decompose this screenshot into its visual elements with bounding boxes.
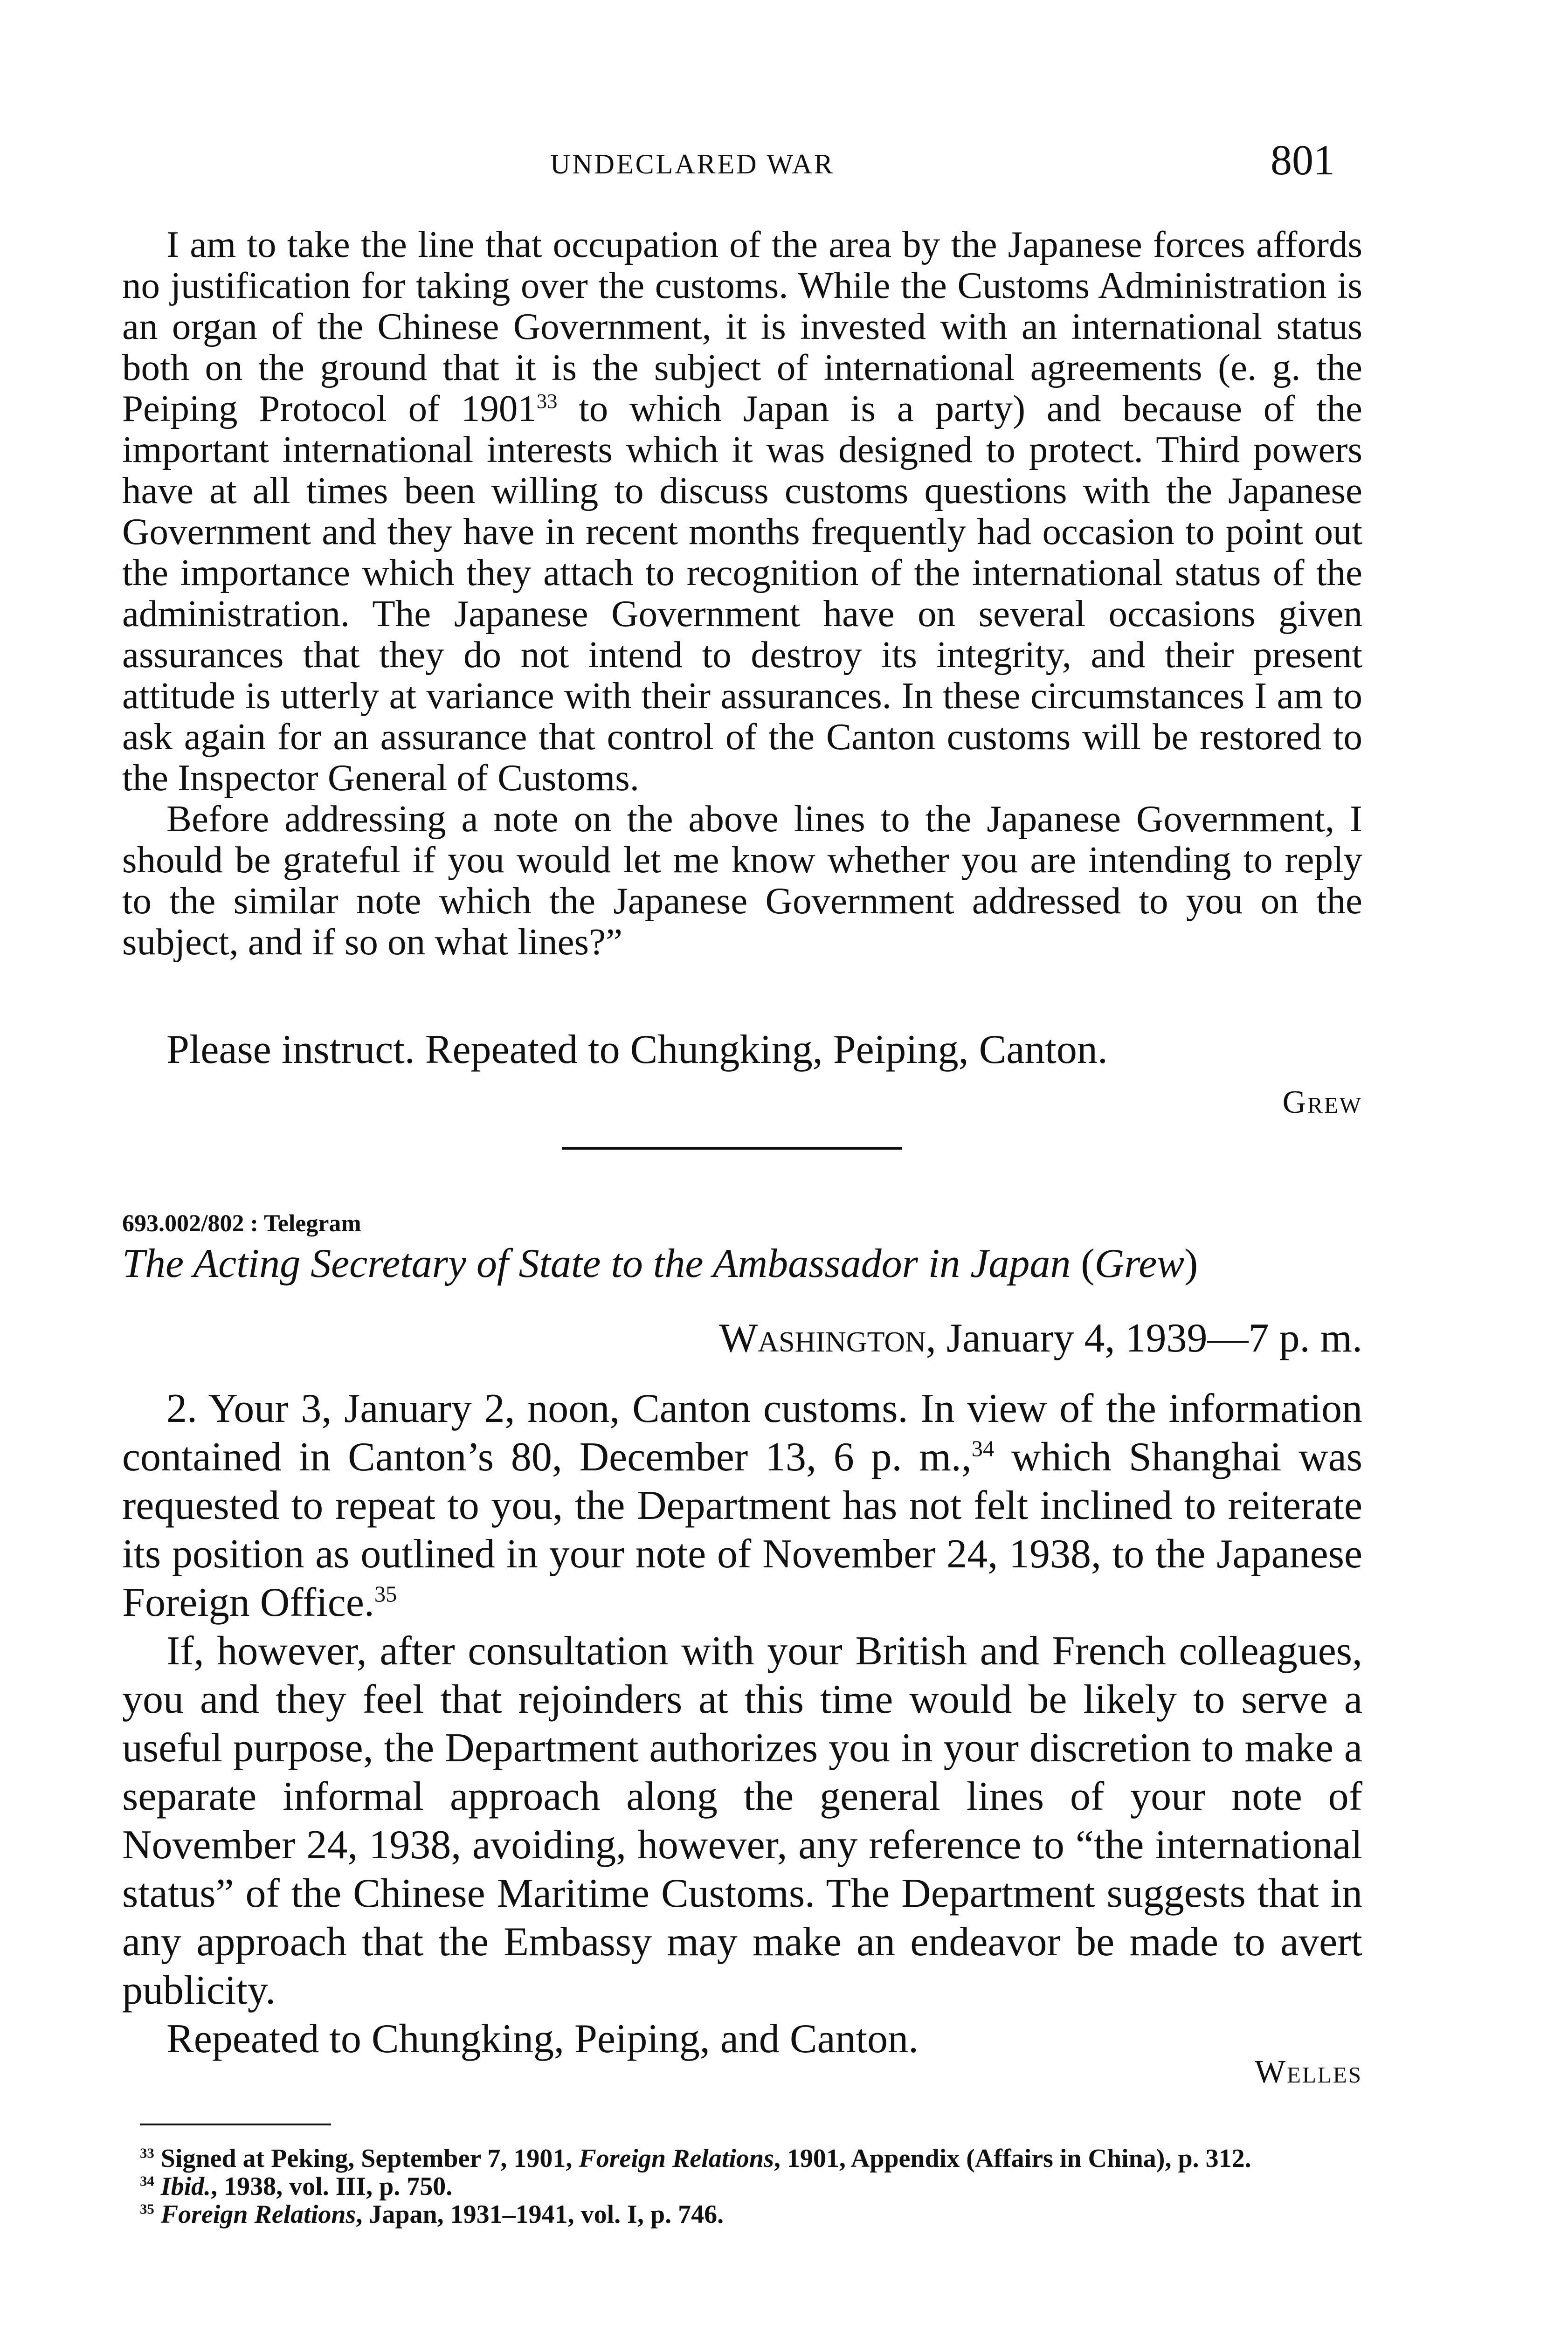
running-head: UNDECLARED WAR: [550, 149, 835, 179]
signature-grew: Grew: [1282, 1084, 1362, 1120]
signature-welles: Welles: [1254, 2054, 1362, 2090]
telegram-paragraph-3: Repeated to Chungking, Peiping, and Canton.: [166, 2016, 919, 2062]
section-divider: [562, 1147, 902, 1150]
telegram-heading: The Acting Secretary of State to the Ambassador in Japan (Grew): [122, 1241, 1198, 1286]
footnote-35: $^{35}$ Foreign Relations, Japan, 1931–1941, vol. I, p. 746.: [140, 2200, 724, 2229]
letter-paragraph-1: I am to take the line that occupation of the area by the Japanese forces affords no justification for taking over the customs. While the Customs Administration is an organ of the Chinese Government, it is invested with an international status both on the ground that it is the subject of international agreements (e. g. the Peiping Protocol of 1901$^{33}$ to which Japan is a party) and because of the important international interests which it was designed to protect. Third powers have at all times been willing to discuss customs questions with the Japanese Government and they have in recent months frequently had occasion to point out the importance which they attach to recognition of the international status of the administration. The Japanese Government have on several occasions given assurances that they do not intend to destroy its integrity, and their present attitude is utterly at variance with their assurances. In these circumstances I am to ask again for an assurance that control of the Canton customs will be restored to the Inspector General of Customs.: [122, 223, 1362, 799]
file-reference: 693.002/802 : Telegram: [122, 1210, 361, 1237]
instruct-line: Please instruct. Repeated to Chungking, Peiping, Canton.: [166, 1027, 1108, 1072]
footnote-ref-35[interactable]: 35: [374, 1582, 397, 1607]
telegram-paragraph-2: If, however, after consultation with your British and French colleagues, you and they feel that rejoinders at this time would be likely to serve a useful purpose, the Department authorizes you in your discretion to make a separate informal approach along the general lines of your note of November 24, 1938, avoiding, however, any reference to “the international status” of the Chinese Maritime Customs. The Department suggests that in any approach that the Embassy may make an endeavor be made to avert publicity.: [122, 1628, 1362, 2013]
telegram-paragraph-1: 2. Your 3, January 2, noon, Canton customs. In view of the information contained in Canton’s 80, December 13, 6 p. m.,$^{34}$ which Shanghai was requested to repeat to you, the Department has not felt inclined to reiterate its position as outlined in your note of November 24, 1938, to the Japanese Foreign Office.$^{35}$: [122, 1386, 1362, 1625]
letter-body: [122, 224, 1362, 962]
footnote-34: $^{34}$ Ibid., 1938, vol. III, p. 750.: [140, 2172, 453, 2201]
dateline: Washington, January 4, 1939—7 p. m.: [719, 1316, 1362, 1361]
telegram-body: [122, 1385, 1362, 2063]
page-number: 801: [1271, 136, 1335, 184]
footnote-ref-33[interactable]: 33: [536, 389, 558, 413]
footnotes: [140, 2145, 1371, 2228]
footnote-ref-34[interactable]: 34: [971, 1436, 995, 1462]
footnote-divider: [140, 2124, 331, 2125]
instruct-line-block: [122, 1026, 1362, 1074]
letter-paragraph-2: Before addressing a note on the above lines to the Japanese Government, I should be grateful if you would let me know whether you are intending to reply to the similar note which the Japanese Government addressed to you on the subject, and if so on what lines?”: [122, 798, 1362, 963]
footnote-33: $^{33}$ Signed at Peking, September 7, 1901, Foreign Relations, 1901, Appendix (Affairs in China), p. 312.: [140, 2144, 1251, 2173]
